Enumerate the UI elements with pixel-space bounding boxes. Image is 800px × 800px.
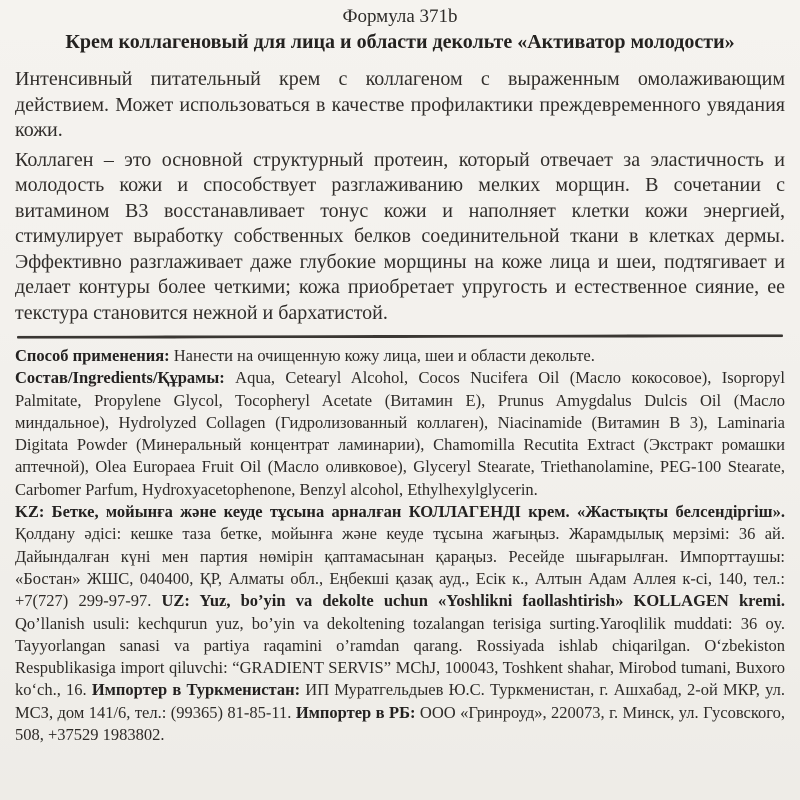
description-paragraph-1: Интенсивный питательный крем с коллагеном с выраженным омолаживающим действием. Может использоваться в качестве профилактики преждевременного увядания кожи.	[15, 68, 785, 141]
belarus-importer-label: Импортер в РБ:	[295, 702, 416, 722]
turkmenistan-importer-text: ИП Муратгельдыев Ю.С. Туркменистан, г. Ашхабад, 2-ой МКР, ул. МСЗ, дом 141/6, тел.: (99365) 81-85-11.	[15, 680, 785, 722]
usage-text: Нанести на очищенную кожу лица, шеи и области декольте.	[169, 346, 595, 365]
separator-line	[17, 334, 783, 339]
formula-number: Формула 371b	[342, 6, 458, 27]
description-paragraph-2: Коллаген – это основной структурный протеин, который отвечает за эластичность и молодость кожи и способствует разглаживанию мелких морщин. В сочетании с витамином В3 восстанавливает тонус кожи и наполняет клетки кожи энергией, стимулирует выработку собственных белков соединительной ткани в клетках дермы. Эффективно разглаживает даже глубокие морщины на коже лица и шеи, подтягивает и делает контуры более четкими; кожа приобретает упругость и естественное сияние, ее текстура становится нежной и бархатистой.	[15, 148, 785, 324]
turkmenistan-importer-label: Импортер в Туркменистан:	[91, 680, 301, 700]
kz-section-heading: KZ: Бетке, мойынға және кеуде тұсына арналған КОЛЛАГЕНДІ крем. «Жастықты белсендіргіш».	[15, 502, 785, 522]
kz-section-text: Қолдану әдісі: кешке таза бетке, мойынға және кеуде тұсына жағыңыз. Жарамдылық мерзімі: 36 ай. Дайындалған күні мен партия нөмірін қаптамасынан қараңыз. Ресейде шығарылған. Импорттаушы: «Бостан» ЖШС, 040400, ҚР, Алматы обл., Еңбекші қазақ ауд., Есік к., Алтын Адам Аллея к-сі, 140, тел.: +7(727) 299-97-97.	[15, 524, 785, 611]
ingredients-paragraph	[15, 367, 785, 501]
ingredients-text: Aqua, Cetearyl Alcohol, Cocos Nucifera Oil (Масло кокосовое), Isopropyl Palmitate, Propylene Glycol, Tocopheryl Acetate (Витамин Е), Prunus Amygdalus Dulcis Oil (Масло миндальное), Hydrolyzed Collagen (Гидролизованный коллаген), Niacinamide (Витамин В 3), Laminaria Digitata Powder (Минеральный концентрат ламинарии), Chamomilla Recutita Extract (Экстракт ромашки аптечной), Olea Europaea Fruit Oil (Масло оливковое), Glyceryl Stearate, Triethanolamine, PEG-100 Stearate, Carbomer Parfum, Hydroxyacetophenone, Benzyl alcohol, Ethylhexylglycerin.	[15, 368, 785, 499]
product-title: Крем коллагеновый для лица и области декольте «Активатор молодости»	[65, 31, 735, 53]
uz-section-heading: UZ: Yuz, bo’yin va dekolte uchun «Yoshlikni faollashtirish» KOLLAGEN kremi.	[161, 591, 785, 611]
usage-instructions	[15, 345, 785, 367]
usage-label: Способ применения:	[15, 346, 170, 365]
belarus-importer-text: ООО «Гринроуд», 220073, г. Минск, ул. Гусовского, 508, +37529 1983802.	[15, 702, 785, 745]
uz-section-text: Qo’llanish usuli: kechqurun yuz, bo’yin va dekoltening tozalangan terisiga surting.Yaroqlilik muddati: 36 oy. Tayyorlangan sanasi va partiya raqamini o’ramdan qarang. Rossiyada ishlab chiqarilgan. O‘zbekiston Respublikasiga import qiluvchi: “GRADIENT SERVIS” MChJ, 100043, Toshkent shahar, Mirobod tumani, Buxoro ko‘ch., 16.	[15, 613, 785, 700]
regional-info-paragraph	[15, 501, 785, 746]
ingredients-label: Состав/Ingredients/Құрамы:	[15, 368, 225, 388]
